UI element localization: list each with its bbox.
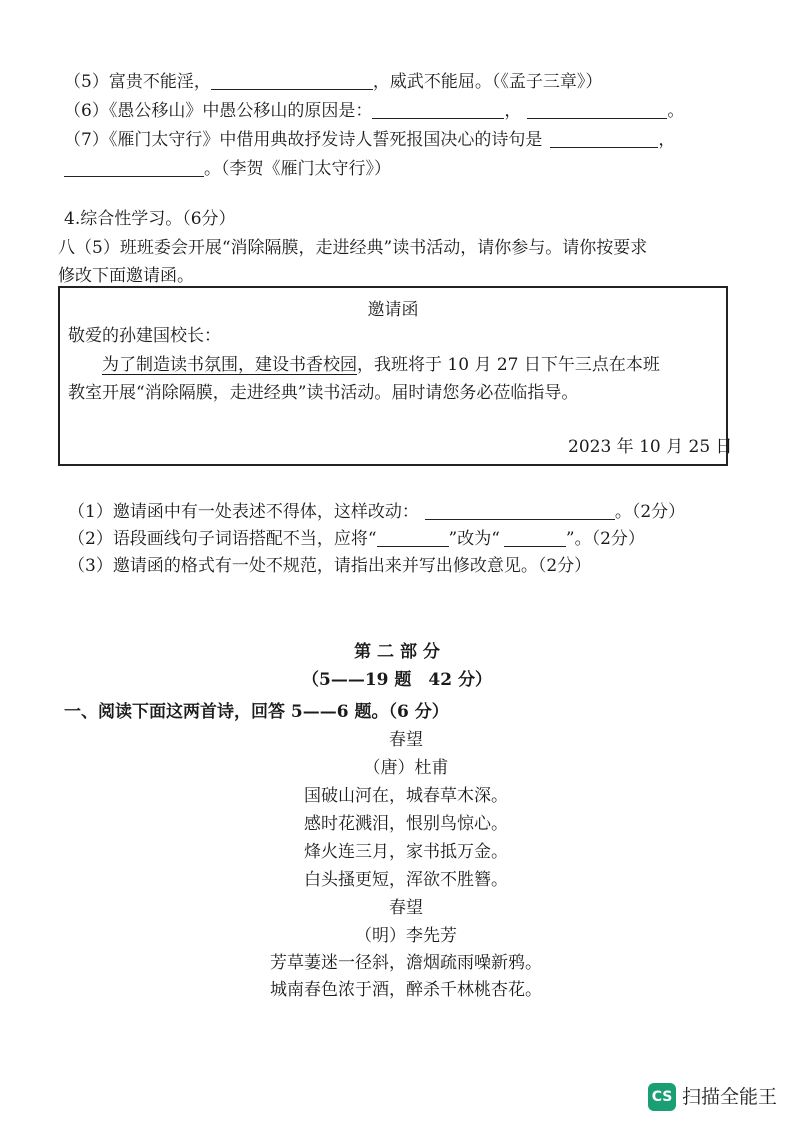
poem2-author: （明）李先芳 [355,926,457,946]
letter-title: 邀请函 [367,300,419,320]
poem1-title: 春望 [389,730,423,750]
letter-body-line1: 为了制造读书氛围，建设书香校园，我班将于 10 月 27 日下午三点在本班 [102,355,660,375]
camscanner-watermark-text: 扫描全能王 [682,1086,778,1108]
answer-blank[interactable] [504,528,566,547]
q3-item6: （6）《愚公移山》中愚公移山的原因是： ， 。 [64,101,685,121]
underlined-sentence: 为了制造读书氛围，建设书香校园 [102,355,357,375]
poem1-line: 感时花溅泪，恨别鸟惊心。 [304,814,508,834]
poem2-line: 芳草萋迷一径斜，澹烟疏雨噪新鸦。 [270,953,542,973]
part2-subtitle: （5——19 题 42 分） [302,670,492,690]
q3-item7-line1: （7）《雁门太守行》中借用典故抒发诗人誓死报国决心的诗句是 ， [64,130,676,150]
poem1-line: 国破山河在，城春草木深。 [304,786,508,806]
section1-heading: 一、阅读下面这两首诗，回答 5——6 题。（6 分） [64,702,449,722]
answer-blank[interactable] [550,129,658,148]
letter-salutation: 敬爱的孙建国校长： [68,326,221,346]
poem2-title: 春望 [389,898,423,918]
q3-item5: （5）富贵不能淫， ，威武不能屈。（《孟子三章》） [64,72,603,92]
answer-blank[interactable] [527,100,667,119]
answer-blank[interactable] [425,501,615,520]
poem1-line: 白头搔更短，浑欲不胜簪。 [304,870,508,890]
poem2-line: 城南春色浓于酒，醉杀千林桃杏花。 [270,980,542,1000]
q4-sub2: （2）语段画线句子词语搭配不当，应将“ ”改为“ ”。（2分） [68,529,645,549]
q4-sub3: （3）邀请函的格式有一处不规范，请指出来并写出修改意见。（2分） [68,556,592,576]
q4-sub1: （1）邀请函中有一处表述不得体，这样改动： 。（2分） [68,502,686,522]
letter-date: 2023 年 10 月 25 日 [568,437,733,457]
answer-blank[interactable] [377,528,449,547]
invitation-letter-box [58,286,733,466]
q3-item7-line2: 。（李贺《雁门太守行》） [64,157,391,181]
part2-title: 第 二 部 分 [354,642,440,662]
letter-body-line2: 教室开展“消除隔膜，走进经典”读书活动。届时请您务必莅临指导。 [68,383,579,403]
answer-blank[interactable] [211,71,373,90]
answer-blank[interactable] [64,158,204,177]
q4-intro-line2: 修改下面邀请函。 [58,266,194,286]
q4-intro-line1: 八（5）班班委会开展“消除隔膜，走进经典”读书活动，请你参与。请你按要求 [58,238,648,258]
camscanner-logo-icon: CS [648,1083,676,1111]
q4-heading: 4.综合性学习。（6分） [64,209,236,229]
answer-blank[interactable] [372,100,504,119]
poem1-author: （唐）杜甫 [363,758,449,778]
poem1-line: 烽火连三月，家书抵万金。 [304,842,508,862]
